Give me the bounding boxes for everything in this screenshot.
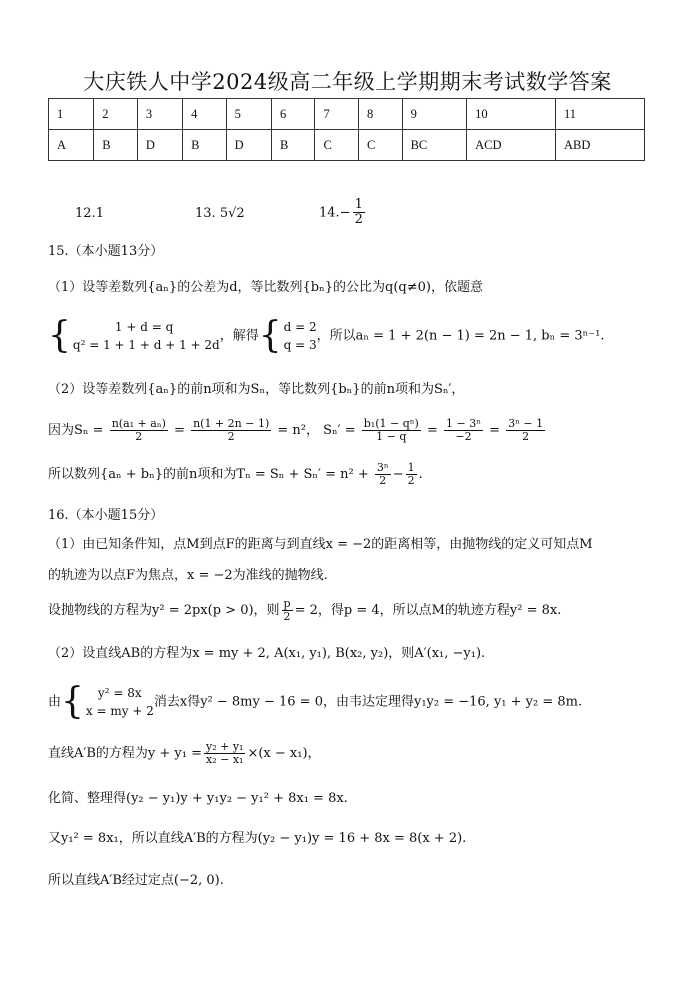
n-squared-text: = n²， Sₙ′ = <box>277 423 356 439</box>
q16-part2-line6: 所以直线A′B经过定点(−2, 0). <box>48 873 224 888</box>
vieta-text: 消去x得y² − 8my − 16 = 0，由韦达定理得y₁y₂ = −16, y₁ + y₂ = 8m. <box>153 694 583 710</box>
system-eq-1: 1 + d = q <box>114 320 174 334</box>
question-number-cell: 8 <box>359 99 403 130</box>
question-number-cell: 5 <box>226 99 271 130</box>
line-eq-text: 直线A′B的方程为y + y₁ = <box>48 746 202 762</box>
left-brace-icon: { <box>258 315 282 356</box>
fraction <box>444 418 483 443</box>
fraction <box>506 418 545 443</box>
question-number-cell: 11 <box>555 99 644 130</box>
fraction <box>191 418 271 443</box>
answer-cell: ACD <box>467 130 556 161</box>
q15-part2-sums <box>48 418 547 443</box>
q12-value: 1 <box>95 206 104 221</box>
q13-value: 5√2 <box>219 206 245 221</box>
system-eq-1: y² = 8x <box>97 686 142 700</box>
denominator: 2 <box>522 430 530 444</box>
q14-numerator: 1 <box>354 197 363 212</box>
fraction <box>406 462 417 487</box>
numerator: 1 − 3ⁿ <box>446 417 481 430</box>
line-eq-end: ×(x − x₁)， <box>247 746 321 762</box>
answer-cell: B <box>271 130 315 161</box>
minus: − <box>392 467 404 483</box>
fraction <box>375 462 391 487</box>
question-number-cell: 9 <box>402 99 467 130</box>
left-brace-icon: { <box>61 681 84 722</box>
denominator: 2 <box>227 430 235 444</box>
q14-label: 14.− <box>319 205 351 221</box>
period: . <box>418 467 423 483</box>
answer-cell: D <box>226 130 271 161</box>
denominator: 1 − q <box>376 430 407 444</box>
answer-cell: D <box>137 130 182 161</box>
fraction <box>362 418 421 443</box>
q14-fraction <box>353 198 365 228</box>
denominator: 2 <box>407 474 415 488</box>
answer-cell: B <box>94 130 138 161</box>
numerator: n(a₁ + aₙ) <box>111 417 166 430</box>
numerator: n(1 + 2n − 1) <box>193 417 270 430</box>
equals: = <box>426 423 438 439</box>
numerator: b₁(1 − qⁿ) <box>363 417 419 430</box>
q14-answer <box>319 198 367 228</box>
q13-label: 13. <box>195 206 216 221</box>
q15-part1-intro: （1）设等差数列{aₙ}的公差为d，等比数列{bₙ}的公比为q(q≠0)，依题意 <box>48 280 483 295</box>
from-text: 由 <box>48 694 62 710</box>
q16-part2-line4: 化简、整理得(y₂ − y₁)y + y₁y₂ − y₁² + 8x₁ = 8x. <box>48 791 348 806</box>
parabola-result: = 2，得p = 4，所以点M的轨迹方程y² = 8x. <box>294 603 562 619</box>
because-text: 因为Sₙ = <box>48 423 104 439</box>
q16-part2-line2 <box>48 681 583 722</box>
denominator: 2 <box>135 430 143 444</box>
q12-answer <box>75 206 104 222</box>
denominator: −2 <box>455 430 472 444</box>
numerator: 1 <box>407 461 415 474</box>
denominator: x₂ − x₁ <box>206 753 244 767</box>
q12-label: 12. <box>75 206 96 221</box>
numerator: 3ⁿ − 1 <box>508 417 544 430</box>
answer-table <box>48 98 645 161</box>
q16-part2-line3 <box>48 741 321 766</box>
q14-denominator: 2 <box>354 212 363 228</box>
question-number-cell: 3 <box>137 99 182 130</box>
q16-heading: 16.（本小题15分） <box>48 508 164 523</box>
q16-part1-line1: （1）由已知条件知，点M到点F的距离与到直线x = −2的距离相等，由抛物线的定义可知点M <box>48 537 593 552</box>
system-eq-2: x = my + 2 <box>85 704 154 718</box>
answer-cell: C <box>315 130 359 161</box>
q16-part1-line3 <box>48 598 561 623</box>
question-number-cell: 7 <box>315 99 359 130</box>
system-eq-2: q² = 1 + 1 + d + 1 + 2d <box>72 338 220 352</box>
question-number-cell: 10 <box>467 99 556 130</box>
denominator: 2 <box>283 610 291 624</box>
equals: = <box>489 423 501 439</box>
numerator: y₂ + y₁ <box>205 740 244 753</box>
q16-part2-line5: 又y₁² = 8x₁，所以直线A′B的方程为(y₂ − y₁)y = 16 + 8x = 8(x + 2). <box>48 831 467 846</box>
answer-cell: BC <box>402 130 467 161</box>
q15-heading: 15.（本小题13分） <box>48 244 164 259</box>
fraction <box>204 741 245 766</box>
answer-cell: A <box>49 130 94 161</box>
q15-part2-total <box>48 462 423 487</box>
fraction <box>282 598 293 623</box>
answer-table-answer-row <box>49 130 645 161</box>
parabola-setup: 设抛物线的方程为y² = 2px(p > 0)，则 <box>48 603 280 619</box>
q15-part1-system <box>48 315 605 356</box>
page-title: 大庆铁人中学2024级高二年级上学期期末考试数学答案 <box>83 70 612 94</box>
total-text: 所以数列{aₙ + bₙ}的前n项和为Tₙ = Sₙ + Sₙ′ = n² + <box>48 467 369 483</box>
answer-cell: C <box>359 130 403 161</box>
q15-part2-intro: （2）设等差数列{aₙ}的前n项和为Sₙ，等比数列{bₙ}的前n项和为Sₙ′， <box>48 382 465 397</box>
q16-part2-line1: （2）设直线AB的方程为x = my + 2, A(x₁, y₁), B(x₂, y₂)，则A′(x₁, −y₁). <box>48 646 486 661</box>
solve-text: ，解得 <box>219 328 259 344</box>
left-brace-icon: { <box>48 315 71 356</box>
q15-part1-conclusion: ，所以aₙ = 1 + 2(n − 1) = 2n − 1, bₙ = 3ⁿ⁻¹. <box>316 328 605 344</box>
equals: = <box>174 423 185 439</box>
question-number-cell: 1 <box>49 99 94 130</box>
numerator: p <box>283 597 291 610</box>
answer-cell: ABD <box>555 130 644 161</box>
q13-answer <box>195 206 245 222</box>
solution-1: d = 2 <box>283 320 317 334</box>
answer-table-number-row <box>49 99 645 130</box>
numerator: 3ⁿ <box>376 461 389 474</box>
question-number-cell: 4 <box>183 99 227 130</box>
fraction <box>110 418 168 443</box>
denominator: 2 <box>379 474 387 488</box>
q16-part1-line2: 的轨迹为以点F为焦点，x = −2为准线的抛物线. <box>48 568 328 583</box>
solution-2: q = 3 <box>283 338 317 352</box>
question-number-cell: 6 <box>271 99 315 130</box>
question-number-cell: 2 <box>94 99 138 130</box>
answer-cell: B <box>183 130 227 161</box>
